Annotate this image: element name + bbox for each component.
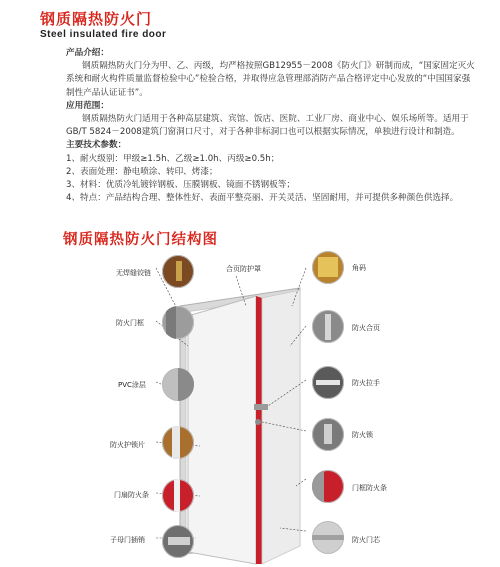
door-leaf — [188, 290, 300, 564]
label-frame-strip: 门框防火条 — [352, 484, 387, 492]
door-illustration — [0, 246, 500, 567]
frame-strip-thumbnail — [312, 470, 344, 503]
pvc-thumbnail — [162, 368, 194, 401]
label-core: 防火门芯 — [352, 536, 380, 544]
intro-block — [66, 47, 478, 205]
label-fire-hinge: 防火合页 — [352, 324, 380, 332]
product-text: 钢质隔热防火门分为甲、乙、丙级，均严格按照GB12955－2008《防火门》研制而成，“国家固定灭火系统和耐火构件质量监督检验中心”检验合格，并取得应急管理部消防产品合格评定中心发放的“中国国家强制性产品认证证书”。 — [66, 61, 475, 98]
diagram-title: 钢质隔热防火门结构图 — [63, 232, 218, 248]
label-shield: 防火护锁片 — [110, 441, 145, 449]
spec-heading: 主要技术参数： — [66, 140, 127, 151]
usage-text: 钢质隔热防火门适用于各种高层建筑、宾馆、饭店、医院、工业厂房、商业中心、娱乐场所等。适用于GB/T 5824－2008建筑门窗洞口尺寸，对于各种非标洞口也可以根据实际情况，单独进行设计和制造。 — [66, 114, 469, 138]
label-corner: 角码 — [352, 264, 366, 272]
spec-item: 2、表面处理：静电喷涂、转印、烤漆； — [66, 166, 218, 177]
handle-shape — [254, 404, 268, 410]
label-door-gap: 合页防护罩 — [226, 265, 261, 273]
label-bolt: 子母门插销 — [110, 536, 145, 544]
lock-thumbnail — [312, 418, 344, 451]
label-pvc: PVC涂层 — [118, 381, 146, 389]
product-section — [66, 47, 478, 60]
label-gap-strip: 门扇防火条 — [114, 491, 149, 499]
corner-thumbnail — [312, 251, 344, 284]
label-handle: 防火拉手 — [352, 379, 380, 387]
bolt-thumbnail — [162, 525, 194, 558]
core-thumbnail — [312, 521, 344, 554]
hinge-thumbnail — [162, 255, 194, 288]
handle-thumbnail — [312, 366, 344, 399]
frame-thumbnail — [162, 306, 194, 339]
label-frame: 防火门框 — [116, 319, 144, 327]
product-heading: 产品介绍： — [66, 48, 109, 58]
spec-item: 3、材料：优质冷轧镀锌钢板、压膜钢板、镜面不锈钢板等； — [66, 180, 295, 191]
label-lock: 防火锁 — [352, 431, 373, 439]
lock-shape — [255, 419, 261, 425]
structure-diagram — [0, 246, 500, 567]
fire-hinge-thumbnail — [312, 310, 344, 343]
label-hinge: 无焊缝铰链 — [116, 269, 151, 277]
usage-heading: 应用范围： — [66, 100, 109, 111]
gap-strip-thumbnail — [162, 479, 194, 512]
shield-thumbnail — [162, 426, 194, 459]
page-subtitle: Steel insulated fire door — [40, 29, 167, 40]
page-title: 钢质隔热防火门 — [40, 10, 153, 28]
spec-item: 4、特点：产品结构合理、整体性好、表面平整亮丽、开关灵活、坚固耐用，并可提供多种颜色供选择。 — [66, 193, 459, 204]
spec-item: 1、耐火级别：甲级≥1.5h、乙级≥1.0h、丙级≥0.5h； — [66, 153, 280, 164]
